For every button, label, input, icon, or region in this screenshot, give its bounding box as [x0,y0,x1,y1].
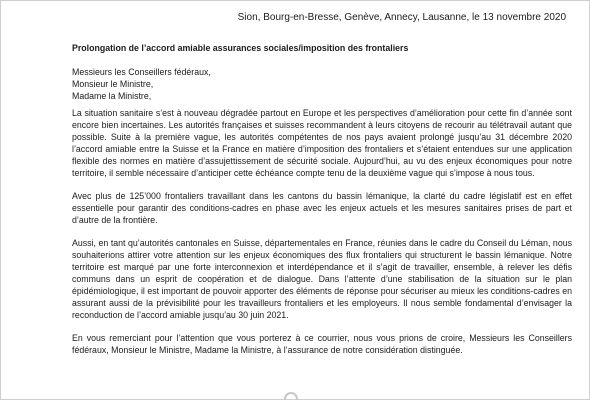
body-paragraph: Aussi, en tant qu’autorités cantonales en Suisse, départementales en France, réunies dans le cadre du Conseil du Léman, nous souhaiterions attirer votre attention sur les enjeux économiques des flux frontaliers qui structurent le bassin lémanique. Notre territoire est marqué par une forte interconnexion et interdépendance et il s’agit de travailler, ensemble, à relever les défis communs dans un esprit de coopération et de dialogue. Dans l’attente d’une stabilisation de la situation sur le plan épidémiologique, il est important de pouvoir apporter des éléments de réponse pour sécuriser au mieux les conditions-cadres en assurant aussi de la prévisibilité pour les travailleurs frontaliers et les employeurs. Il nous semble fondamental d’envisager la reconduction de l’accord amiable jusqu’au 30 juin 2021. [72,238,572,320]
salutation-line: Monsieur le Ministre, [72,79,154,89]
place-date: Sion, Bourg-en-Bresse, Genève, Annecy, Lausanne, le 13 novembre 2020 [237,12,566,23]
page-indicator-icon [284,392,298,400]
letter-body [72,107,572,367]
salutation-line: Madame la Ministre, [72,91,152,101]
letter-subject: Prolongation de l’accord amiable assurances sociales/imposition des frontaliers [72,43,409,53]
salutation-block [72,66,562,102]
body-paragraph: La situation sanitaire s’est à nouveau dégradée partout en Europe et les perspectives d’amélioration pour cette fin d’année sont encore bien incertaines. Les autorités françaises et suisses recommandent à leurs citoyens de recourir au télétravail autant que possible. Suite à la première vague, les autorités compétentes de nos pays avaient prolongé jusqu’au 31 décembre 2020 l’accord amiable entre la Suisse et la France en matière d’imposition des frontaliers et s’étaient entendues sur une application flexible des normes en matière d’assujettissement de sécurité sociale. Aujourd’hui, au vu des enjeux économiques pour notre territoire, il semble nécessaire d’anticiper cette échéance compte tenu de la deuxième vague qui s’impose à nous tous. [72,108,572,178]
salutation-line: Messieurs les Conseillers fédéraux, [72,67,211,77]
closing-paragraph: En vous remerciant pour l’attention que vous porterez à ce courrier, nous vous prions de croire, Messieurs les Conseillers fédéraux, Monsieur le Ministre, Madame la Ministre, à l’assurance de notre considération distinguée. [72,333,572,355]
body-paragraph: Avec plus de 125’000 frontaliers travaillant dans les cantons du bassin lémanique, la clarté du cadre législatif est en effet essentielle pour garantir des conditions-cadres en phase avec les enjeux actuels et les mesures sanitaires prises de part et d’autre de la frontière. [72,191,572,225]
